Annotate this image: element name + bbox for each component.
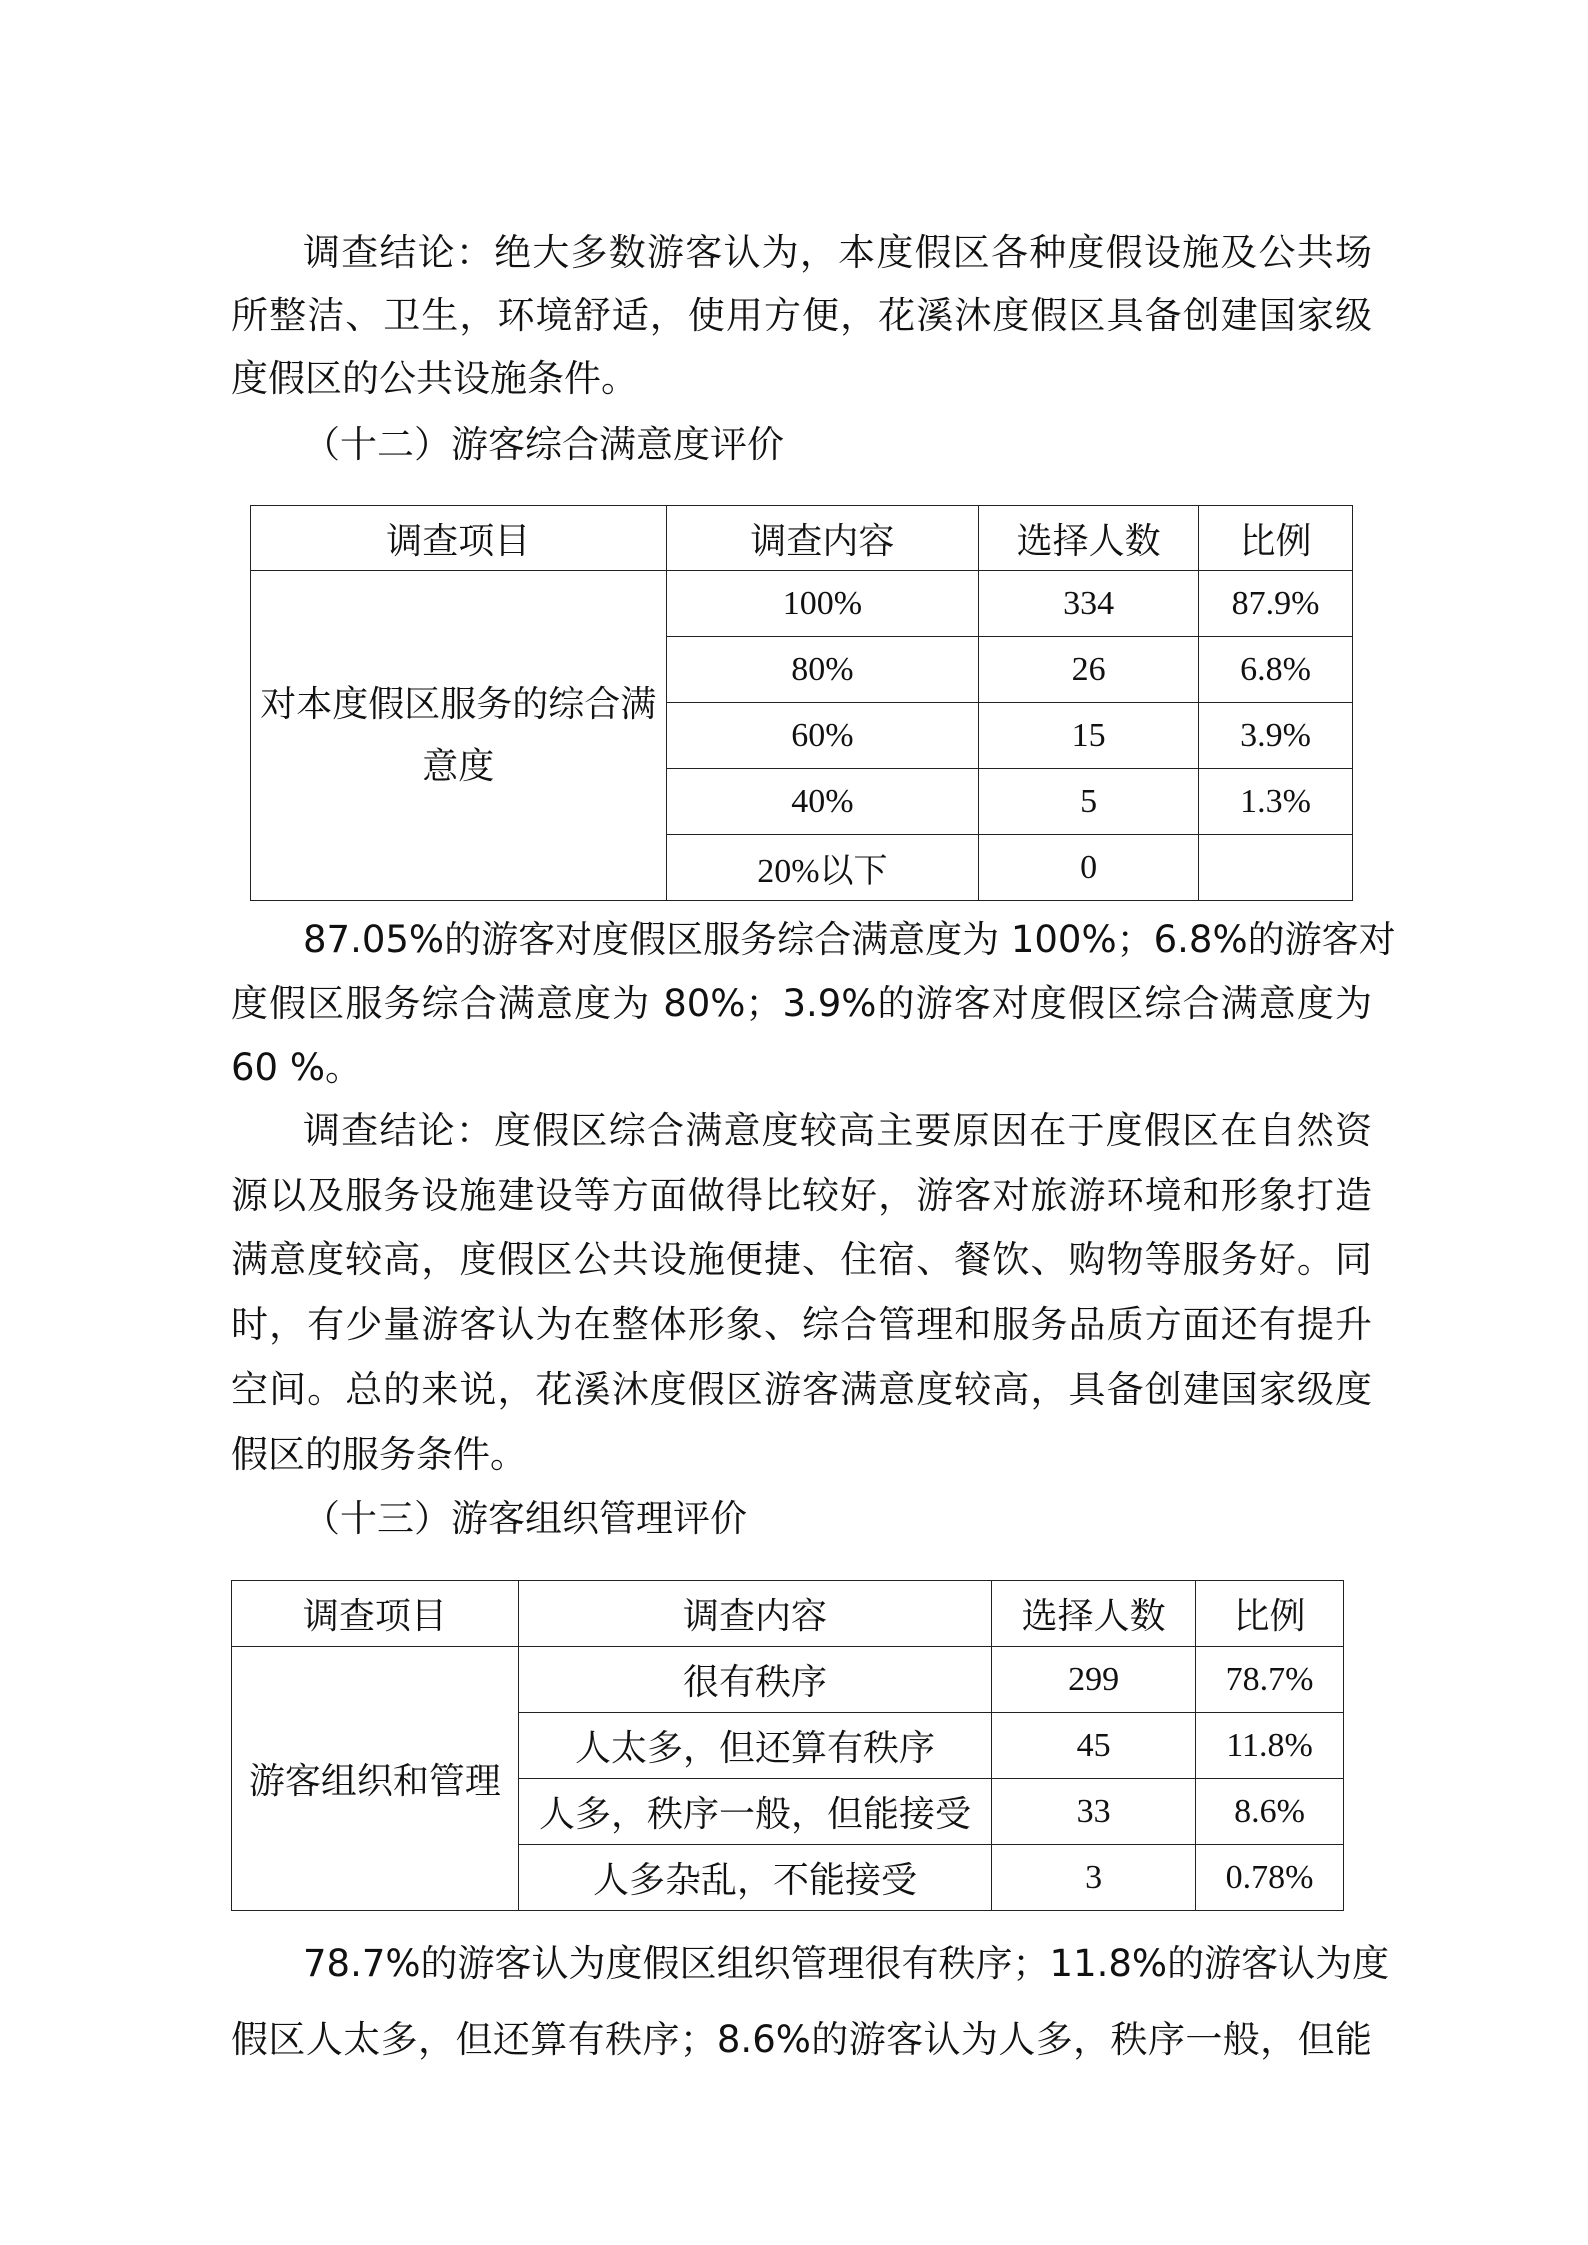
ratio-cell: 8.6% bbox=[1196, 1779, 1344, 1845]
text-line: 调查结论：度假区综合满意度较高主要原因在于度假区在自然资 bbox=[303, 1109, 1372, 1152]
count-cell: 3 bbox=[992, 1845, 1196, 1911]
ratio-cell: 11.8% bbox=[1196, 1713, 1344, 1779]
ratio-cell bbox=[1199, 835, 1353, 901]
header-cell: 比例 bbox=[1199, 506, 1353, 571]
ratio-cell: 3.9% bbox=[1199, 703, 1353, 769]
text-line: 87.05%的游客对度假区服务综合满意度为 100%；6.8%的游客对 bbox=[303, 918, 1396, 961]
text-line: 度假区的公共设施条件。 bbox=[231, 357, 638, 400]
header-cell: 调查内容 bbox=[666, 506, 979, 571]
text-line: 假区的服务条件。 bbox=[231, 1433, 527, 1476]
text-line: 所整洁、卫生，环境舒适，使用方便，花溪沐度假区具备创建国家级 bbox=[231, 294, 1372, 337]
count-cell: 334 bbox=[979, 571, 1199, 637]
header-cell: 选择人数 bbox=[979, 506, 1199, 571]
header-cell: 调查项目 bbox=[251, 506, 667, 571]
text-line: 假区人太多，但还算有秩序；8.6%的游客认为人多，秩序一般，但能 bbox=[231, 2018, 1372, 2061]
content-cell: 80% bbox=[666, 637, 979, 703]
ratio-cell: 0.78% bbox=[1196, 1845, 1344, 1911]
count-cell: 45 bbox=[992, 1713, 1196, 1779]
ratio-cell: 78.7% bbox=[1196, 1647, 1344, 1713]
count-cell: 33 bbox=[992, 1779, 1196, 1845]
content-cell: 人太多，但还算有秩序 bbox=[518, 1713, 992, 1779]
item-cell: 游客组织和管理 bbox=[232, 1647, 519, 1911]
text-line: 空间。总的来说，花溪沐度假区游客满意度较高，具备创建国家级度 bbox=[231, 1368, 1372, 1411]
header-cell: 比例 bbox=[1196, 1581, 1344, 1647]
count-cell: 299 bbox=[992, 1647, 1196, 1713]
table-row bbox=[232, 1647, 1344, 1713]
text-line: 调查结论：绝大多数游客认为，本度假区各种度假设施及公共场 bbox=[303, 231, 1372, 274]
item-cell: 对本度假区服务的综合满意度 bbox=[251, 571, 667, 901]
text-line: 度假区服务综合满意度为 80%；3.9%的游客对度假区综合满意度为 bbox=[231, 982, 1372, 1025]
text-line: 源以及服务设施建设等方面做得比较好，游客对旅游环境和形象打造 bbox=[231, 1174, 1372, 1217]
header-cell: 选择人数 bbox=[992, 1581, 1196, 1647]
text-line: 78.7%的游客认为度假区组织管理很有秩序；11.8%的游客认为度 bbox=[303, 1942, 1390, 1985]
organization-table bbox=[231, 1580, 1344, 1911]
table-header-row bbox=[251, 506, 1353, 571]
count-cell: 26 bbox=[979, 637, 1199, 703]
count-cell: 15 bbox=[979, 703, 1199, 769]
text-line: 60 %。 bbox=[231, 1046, 362, 1089]
text-line: 时，有少量游客认为在整体形象、综合管理和服务品质方面还有提升 bbox=[231, 1303, 1372, 1346]
header-cell: 调查内容 bbox=[518, 1581, 992, 1647]
table-row bbox=[251, 571, 1353, 637]
content-cell: 人多杂乱，不能接受 bbox=[518, 1845, 992, 1911]
ratio-cell: 6.8% bbox=[1199, 637, 1353, 703]
table-header-row bbox=[232, 1581, 1344, 1647]
content-cell: 人多，秩序一般，但能接受 bbox=[518, 1779, 992, 1845]
section-heading-12: （十二）游客综合满意度评价 bbox=[303, 423, 784, 466]
content-cell: 很有秩序 bbox=[518, 1647, 992, 1713]
count-cell: 0 bbox=[979, 835, 1199, 901]
count-cell: 5 bbox=[979, 769, 1199, 835]
text-line: 满意度较高，度假区公共设施便捷、住宿、餐饮、购物等服务好。同 bbox=[231, 1238, 1372, 1281]
content-cell: 40% bbox=[666, 769, 979, 835]
content-cell: 20%以下 bbox=[666, 835, 979, 901]
section-heading-13: （十三）游客组织管理评价 bbox=[303, 1497, 747, 1540]
header-cell: 调查项目 bbox=[232, 1581, 519, 1647]
ratio-cell: 87.9% bbox=[1199, 571, 1353, 637]
content-cell: 60% bbox=[666, 703, 979, 769]
satisfaction-table bbox=[250, 505, 1353, 901]
content-cell: 100% bbox=[666, 571, 979, 637]
ratio-cell: 1.3% bbox=[1199, 769, 1353, 835]
